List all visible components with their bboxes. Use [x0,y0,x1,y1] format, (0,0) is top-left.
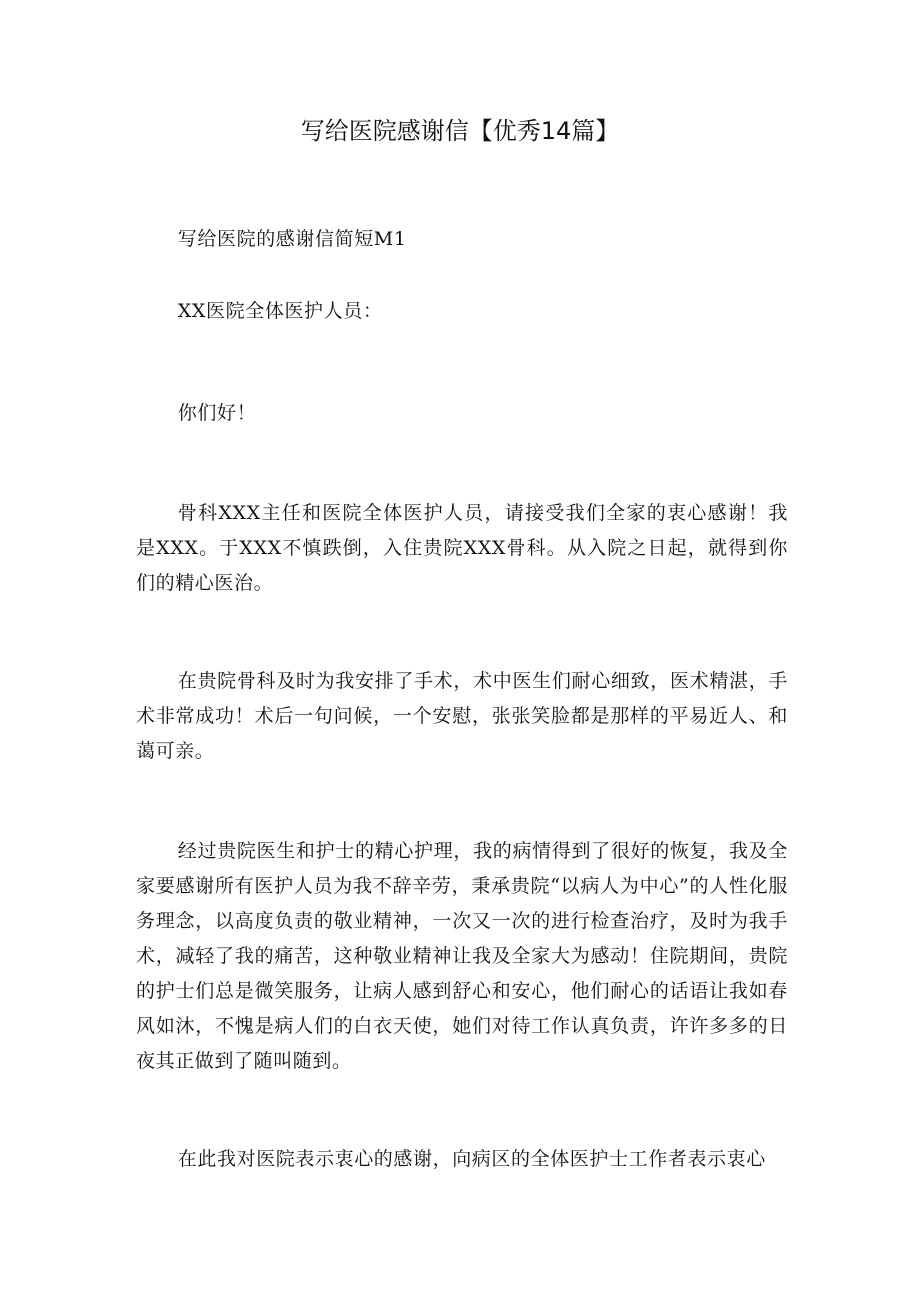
letter-paragraph-3: 经过贵院医生和护士的精心护理，我的病情得到了很好的恢复，我及全家要感谢所有医护人员为我不辞辛劳，秉承贵院“以病人为中心”的人性化服务理念，以高度负责的敬业精神，一次又一次的进行检查治疗，及时为我手术，减轻了我的痛苦，这种敬业精神让我及全家大为感动！住院期间，贵院的护士们总是微笑服务，让病人感到舒心和安心，他们耐心的话语让我如春风如沐，不愧是病人们的白衣天使，她们对待工作认真负责，许许多多的日夜其正做到了随叫随到。 [136,840,788,1072]
letter-subtitle: 写给医院的感谢信简短M1 [177,228,407,250]
letter-paragraph-2: 在贵院骨科及时为我安排了手术，术中医生们耐心细致，医术精湛，手术非常成功！术后一句问候，一个安慰，张张笑脸都是那样的平易近人、和蔼可亲。 [136,670,788,762]
document-title: 写给医院感谢信【优秀14篇】 [300,117,620,145]
letter-greeting: 你们好！ [177,402,257,424]
letter-paragraph-1: 骨科XXX主任和医院全体医护人员，请接受我们全家的衷心感谢！我是XXX。于XXX不慎跌倒，入住贵院XXX骨科。从入院之日起，就得到你们的精心医治。 [136,502,788,594]
letter-salutation: XX医院全体医护人员： [177,300,383,322]
letter-paragraph-4: 在此我对医院表示衷心的感谢，向病区的全体医护士工作者表示衷心 [177,1148,766,1170]
